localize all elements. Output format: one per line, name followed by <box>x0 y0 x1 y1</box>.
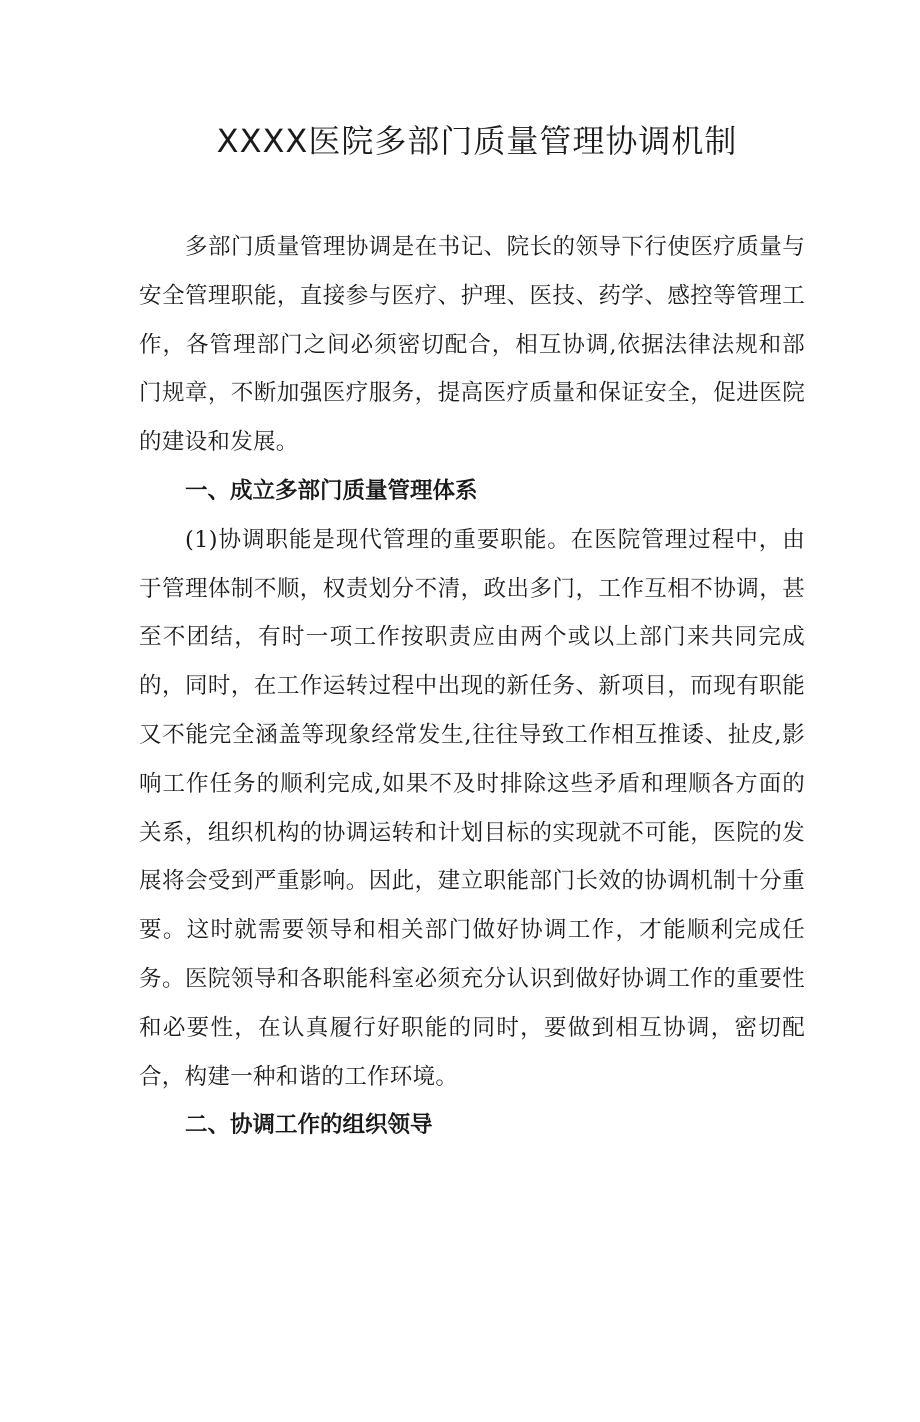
section-1-heading: 一、成立多部门质量管理体系 <box>185 477 478 504</box>
document-body <box>139 223 805 1150</box>
document-page <box>0 121 920 1422</box>
intro-paragraph: 多部门质量管理协调是在书记、院长的领导下行使医疗质量与安全管理职能，直接参与医疗、护理、医技、药学、感控等管理工作，各管理部门之间必须密切配合，相互协调,依据法律法规和部门规章，不断加强医疗服务，提高医疗质量和保证安全，促进医院的建设和发展。 <box>139 234 805 456</box>
section-1-paragraph: (1)协调职能是现代管理的重要职能。在医院管理过程中，由于管理体制不顺，权责划分不清，政出多门，工作互相不协调，甚至不团结，有时一项工作按职责应由两个或以上部门来共同完成的，同时，在工作运转过程中出现的新任务、新项目，而现有职能又不能完全涵盖等现象经常发生,往往导致工作相互推诿、扯皮,影响工作任务的顺利完成,如果不及时排除这些矛盾和理顺各方面的关系，组织机构的协调运转和计划目标的实现就不可能，医院的发展将会受到严重影响。因此，建立职能部门长效的协调机制十分重要。这时就需要领导和相关部门做好协调工作，才能顺利完成任务。医院领导和各职能科室必须充分认识到做好协调工作的重要性和必要性，在认真履行好职能的同时，要做到相互协调，密切配合，构建一种和谐的工作环境。 <box>139 526 805 1090</box>
document-title: XXXX医院多部门质量管理协调机制 <box>216 122 738 160</box>
section-2-heading: 二、协调工作的组织领导 <box>185 1112 433 1139</box>
